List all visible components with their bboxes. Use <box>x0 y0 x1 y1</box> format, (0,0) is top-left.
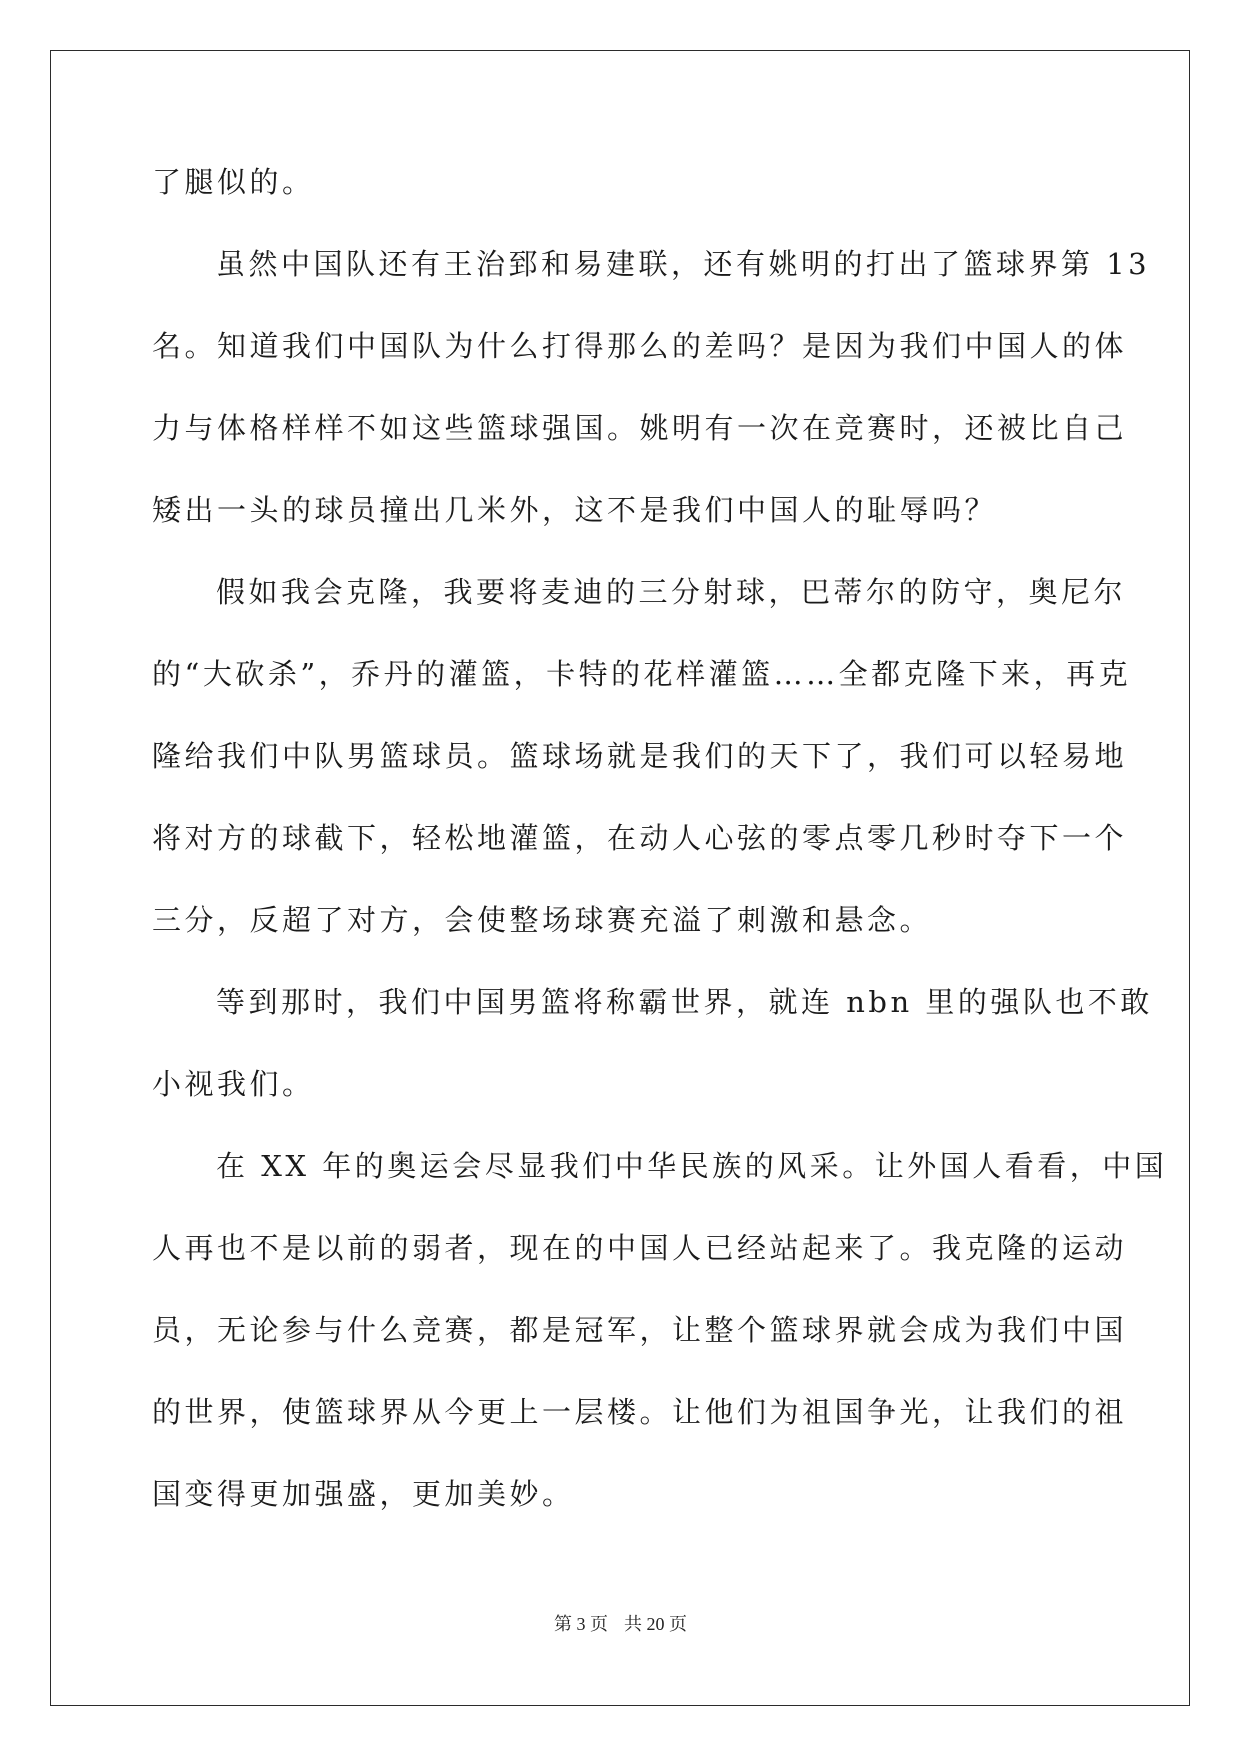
text-line: 力与体格样样不如这些篮球强国。姚明有一次在竞赛时，还被比自己 <box>152 411 1128 445</box>
text-line: 员，无论参与什么竞赛，都是冠军，让整个篮球界就会成为我们中国 <box>152 1313 1128 1347</box>
text-line: 矮出一头的球员撞出几米外，这不是我们中国人的耻辱吗？ <box>152 493 998 527</box>
page-footer <box>0 1610 1241 1636</box>
text-line: 名。知道我们中国队为什么打得那么的差吗？是因为我们中国人的体 <box>152 329 1128 363</box>
text-line: 人再也不是以前的弱者，现在的中国人已经站起来了。我克隆的运动 <box>152 1231 1128 1265</box>
text-line: 三分，反超了对方，会使整场球赛充溢了刺激和悬念。 <box>152 903 933 937</box>
text-line: 小视我们。 <box>152 1067 315 1101</box>
text-line: 在 XX 年的奥运会尽显我们中华民族的风采。让外国人看看，中国 <box>216 1149 1168 1183</box>
text-line: 将对方的球截下，轻松地灌篮，在动人心弦的零点零几秒时夺下一个 <box>152 821 1128 855</box>
text-line: 隆给我们中队男篮球员。篮球场就是我们的天下了，我们可以轻易地 <box>152 739 1128 773</box>
page-total: 共 20 页 <box>624 1614 687 1634</box>
text-line: 国变得更加强盛，更加美妙。 <box>152 1477 575 1511</box>
page-number: 第 3 页 <box>554 1614 608 1634</box>
document-body <box>152 162 1168 1556</box>
text-line: 了腿似的。 <box>152 165 315 199</box>
text-line: 等到那时，我们中国男篮将称霸世界，就连 nbn 里的强队也不敢 <box>216 985 1153 1019</box>
text-line: 的“大砍杀”，乔丹的灌篮，卡特的花样灌篮……全都克隆下来，再克 <box>152 657 1132 691</box>
text-line: 虽然中国队还有王治郅和易建联，还有姚明的打出了篮球界第 13 <box>216 247 1151 281</box>
text-line: 假如我会克隆，我要将麦迪的三分射球，巴蒂尔的防守，奥尼尔 <box>216 575 1127 609</box>
text-line: 的世界，使篮球界从今更上一层楼。让他们为祖国争光，让我们的祖 <box>152 1395 1128 1429</box>
